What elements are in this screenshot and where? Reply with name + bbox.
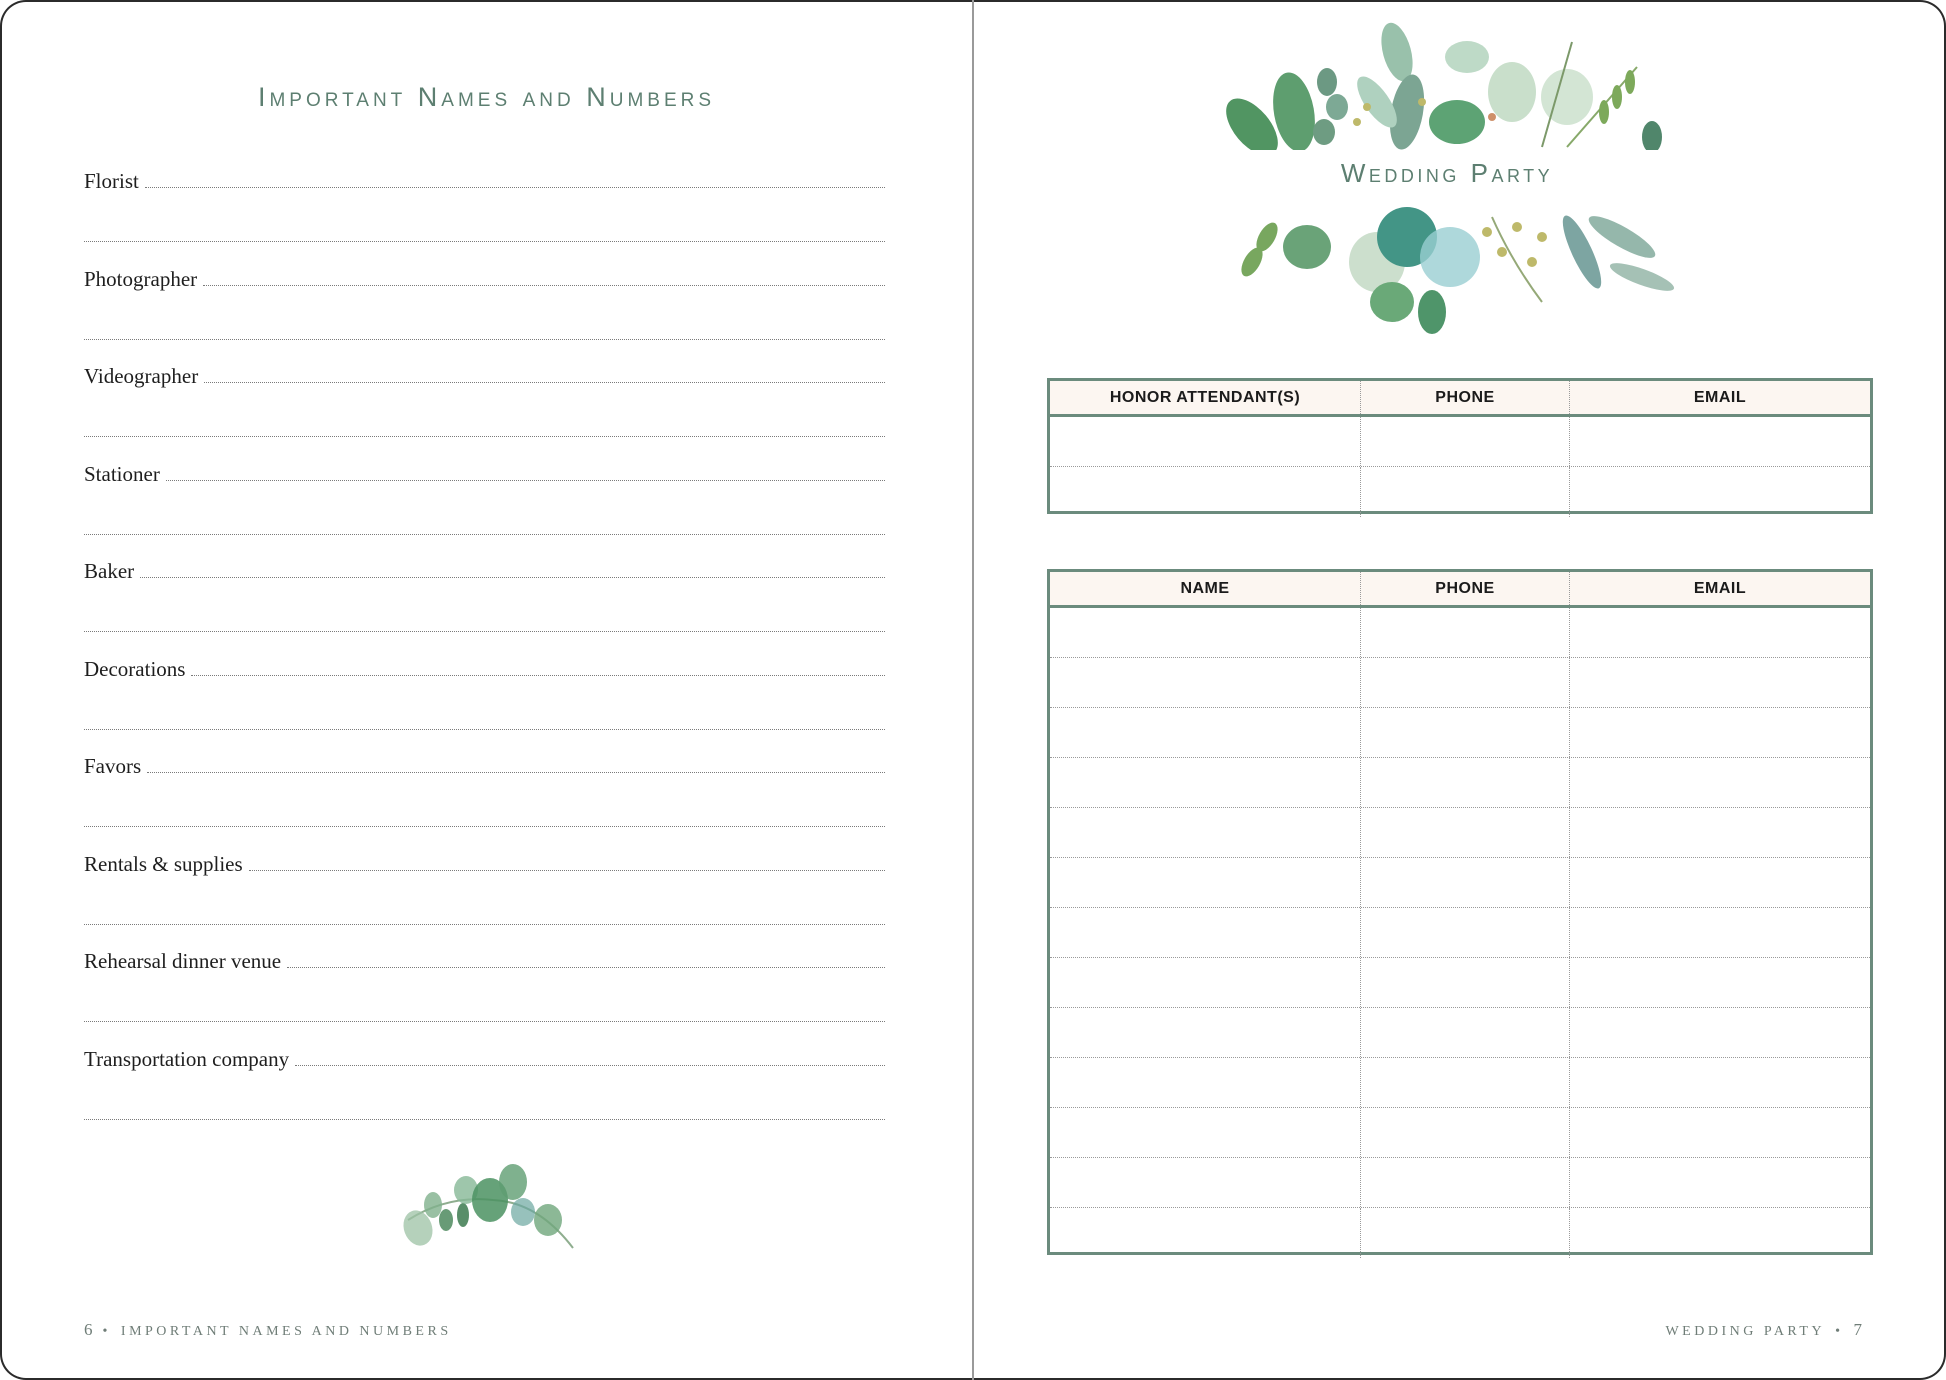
table-cell-phone[interactable]	[1361, 1208, 1570, 1258]
entry-baker[interactable]	[84, 552, 885, 650]
table-cell-email[interactable]	[1570, 1058, 1870, 1107]
table-cell-phone[interactable]	[1361, 708, 1570, 757]
table-cell-phone[interactable]	[1361, 1008, 1570, 1057]
table-header-row	[1050, 381, 1870, 417]
table-cell-phone[interactable]	[1361, 658, 1570, 707]
table-cell-name[interactable]	[1050, 908, 1361, 957]
write-line[interactable]	[203, 285, 885, 286]
table-cell-email[interactable]	[1570, 758, 1870, 807]
entry-label: Photographer	[84, 267, 198, 291]
bullet-separator: •	[1835, 1324, 1844, 1339]
table-row	[1050, 1158, 1870, 1208]
write-line[interactable]	[84, 1119, 885, 1120]
write-line[interactable]	[84, 924, 885, 925]
table-cell-name[interactable]	[1050, 658, 1361, 707]
entry-label: Stationer	[84, 462, 160, 486]
table-cell-email[interactable]	[1570, 858, 1870, 907]
entry-label: Transportation company	[84, 1047, 290, 1071]
running-header: IMPORTANT NAMES AND NUMBERS	[120, 1324, 452, 1339]
table-cell-phone[interactable]	[1361, 417, 1570, 466]
table-cell-email[interactable]	[1570, 708, 1870, 757]
table-cell-email[interactable]	[1570, 417, 1870, 466]
table-cell-email[interactable]	[1570, 1158, 1870, 1207]
bullet-separator: •	[102, 1324, 111, 1339]
column-header-phone: PHONE	[1361, 381, 1570, 414]
entry-rehearsal-dinner-venue[interactable]	[84, 942, 885, 1040]
table-cell-phone[interactable]	[1361, 467, 1570, 517]
write-line[interactable]	[145, 187, 885, 188]
table-row	[1050, 608, 1870, 658]
column-header-email: EMAIL	[1693, 579, 1747, 597]
page-title-left: Important Names and Numbers	[257, 82, 716, 112]
table-cell-email[interactable]	[1570, 958, 1870, 1007]
table-cell-email[interactable]	[1570, 608, 1870, 657]
table-row	[1050, 467, 1870, 517]
table-cell-email[interactable]	[1570, 467, 1870, 517]
entry-stationer[interactable]	[84, 455, 885, 553]
eucalyptus-sprig-icon	[388, 1160, 598, 1255]
entry-label: Rehearsal dinner venue	[84, 949, 282, 973]
page-number: 7	[1853, 1320, 1862, 1339]
column-header-name: NAME	[1050, 572, 1361, 605]
page-footer-left	[84, 1320, 452, 1340]
table-cell-name[interactable]	[1050, 1208, 1361, 1258]
table-row	[1050, 1008, 1870, 1058]
entry-transportation-company[interactable]	[84, 1040, 885, 1138]
table-cell-phone[interactable]	[1361, 858, 1570, 907]
table-row	[1050, 1208, 1870, 1258]
entry-label: Baker	[84, 559, 135, 583]
table-cell-name[interactable]	[1050, 808, 1361, 857]
table-row	[1050, 808, 1870, 858]
honor-attendants-table	[1047, 378, 1873, 514]
table-cell-name[interactable]	[1050, 608, 1361, 657]
wedding-party-table	[1047, 569, 1873, 1255]
page-title-right: Wedding Party	[1340, 158, 1554, 188]
table-cell-name[interactable]	[1050, 758, 1361, 807]
table-cell-name[interactable]	[1050, 417, 1361, 466]
page-footer-right	[1665, 1320, 1862, 1340]
write-line[interactable]	[191, 675, 885, 676]
page-number: 6	[84, 1320, 93, 1339]
write-line[interactable]	[295, 1065, 885, 1066]
table-cell-name[interactable]	[1050, 858, 1361, 907]
table-row	[1050, 1058, 1870, 1108]
write-line[interactable]	[140, 577, 885, 578]
table-cell-name[interactable]	[1050, 1108, 1361, 1157]
running-header: WEDDING PARTY	[1665, 1324, 1826, 1339]
table-cell-email[interactable]	[1570, 658, 1870, 707]
entry-rentals-supplies[interactable]	[84, 845, 885, 943]
table-row	[1050, 758, 1870, 808]
write-line[interactable]	[249, 870, 885, 871]
write-line[interactable]	[84, 631, 885, 632]
book-spine-divider	[972, 0, 974, 1380]
write-line[interactable]	[204, 382, 885, 383]
write-line[interactable]	[84, 339, 885, 340]
table-cell-phone[interactable]	[1361, 1058, 1570, 1107]
table-row	[1050, 1108, 1870, 1158]
write-line[interactable]	[84, 436, 885, 437]
entry-label: Videographer	[84, 364, 199, 388]
table-row	[1050, 658, 1870, 708]
table-row	[1050, 958, 1870, 1008]
table-cell-name[interactable]	[1050, 958, 1361, 1007]
table-cell-name[interactable]	[1050, 1058, 1361, 1107]
entry-label: Favors	[84, 754, 142, 778]
table-cell-name[interactable]	[1050, 1158, 1361, 1207]
table-cell-phone[interactable]	[1361, 1158, 1570, 1207]
table-cell-phone[interactable]	[1361, 808, 1570, 857]
entry-favors[interactable]	[84, 747, 885, 845]
write-line[interactable]	[84, 826, 885, 827]
write-line[interactable]	[84, 729, 885, 730]
table-cell-phone[interactable]	[1361, 608, 1570, 657]
column-header-phone: PHONE	[1361, 572, 1570, 605]
table-cell-phone[interactable]	[1361, 908, 1570, 957]
entry-label: Rentals & supplies	[84, 852, 243, 876]
table-cell-name[interactable]	[1050, 708, 1361, 757]
column-header-email: EMAIL	[1693, 388, 1747, 406]
entry-photographer[interactable]	[84, 260, 885, 358]
table-row	[1050, 858, 1870, 908]
write-line[interactable]	[84, 534, 885, 535]
entry-florist[interactable]	[84, 162, 885, 260]
entry-videographer[interactable]	[84, 357, 885, 455]
write-line[interactable]	[147, 772, 885, 773]
column-header-honor-attendants: HONOR ATTENDANT(S)	[1050, 381, 1361, 414]
table-cell-email[interactable]	[1570, 908, 1870, 957]
table-row	[1050, 908, 1870, 958]
write-line[interactable]	[287, 967, 885, 968]
table-cell-name[interactable]	[1050, 467, 1361, 517]
table-cell-phone[interactable]	[1361, 758, 1570, 807]
entry-label: Decorations	[84, 657, 186, 681]
table-cell-phone[interactable]	[1361, 958, 1570, 1007]
table-row	[1050, 708, 1870, 758]
table-row	[1050, 417, 1870, 467]
write-line[interactable]	[84, 241, 885, 242]
table-cell-email[interactable]	[1570, 808, 1870, 857]
write-line[interactable]	[166, 480, 885, 481]
table-cell-phone[interactable]	[1361, 1108, 1570, 1157]
entry-decorations[interactable]	[84, 650, 885, 748]
table-cell-email[interactable]	[1570, 1108, 1870, 1157]
table-cell-email[interactable]	[1570, 1208, 1870, 1258]
table-header-row	[1050, 572, 1870, 608]
entry-label: Florist	[84, 169, 139, 193]
write-line[interactable]	[84, 1021, 885, 1022]
table-cell-name[interactable]	[1050, 1008, 1361, 1057]
table-cell-email[interactable]	[1570, 1008, 1870, 1057]
